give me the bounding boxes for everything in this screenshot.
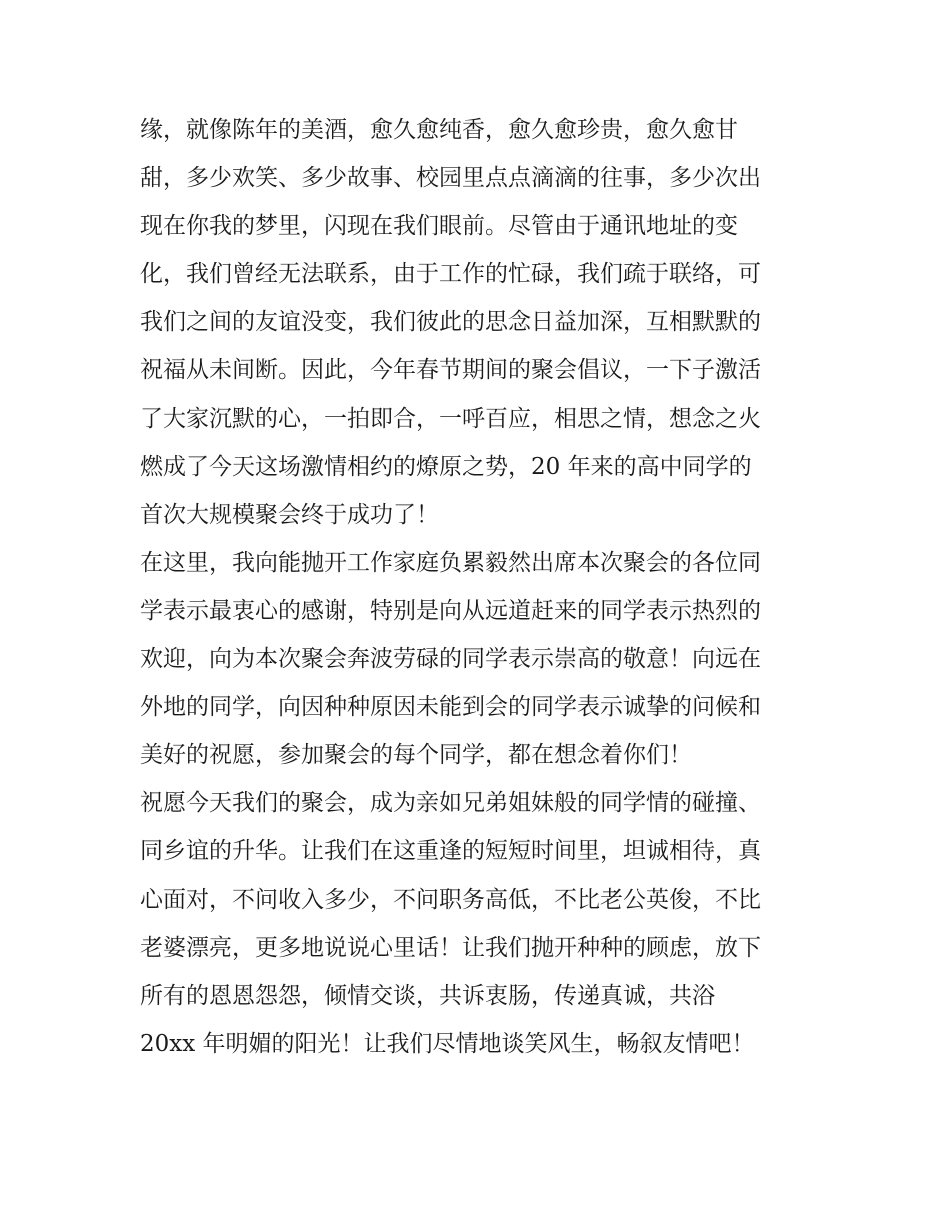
text-line-19: 所有的恩恩怨怨，倾情交谈，共诉衷肠，传递真诚，共浴 bbox=[140, 982, 715, 1009]
text-line-10: 在这里，我向能抛开工作家庭负累毅然出席本次聚会的各位同 bbox=[140, 549, 761, 576]
text-line-16: 同乡谊的升华。让我们在这重逢的短短时间里，坦诚相待，真 bbox=[140, 838, 761, 865]
text-line-4: 化，我们曾经无法联系，由于工作的忙碌，我们疏于联络，可 bbox=[140, 261, 761, 288]
text-line-13: 外地的同学，向因种种原因未能到会的同学表示诚挚的问候和 bbox=[140, 694, 761, 721]
text-line-6: 祝福从未间断。因此，今年春节期间的聚会倡议，一下子激活 bbox=[140, 357, 761, 384]
text-line-14: 美好的祝愿，参加聚会的每个同学，都在想念着你们！ bbox=[140, 742, 692, 769]
text-line-8: 燃成了今天这场激情相约的燎原之势，20 年来的高中同学的 bbox=[140, 453, 752, 480]
text-line-15: 祝愿今天我们的聚会，成为亲如兄弟姐妹般的同学情的碰撞、 bbox=[140, 790, 761, 817]
text-line-11: 学表示最衷心的感谢，特别是向从远道赶来的同学表示热烈的 bbox=[140, 597, 761, 624]
text-line-20: 20xx 年明媚的阳光！让我们尽情地谈笑风生，畅叙友情吧！ bbox=[140, 1030, 755, 1057]
text-line-1: 缘，就像陈年的美酒，愈久愈纯香，愈久愈珍贵，愈久愈甘 bbox=[140, 117, 738, 143]
text-line-5: 我们之间的友谊没变，我们彼此的思念日益加深，互相默默的 bbox=[140, 309, 761, 336]
text-line-2: 甜，多少欢笑、多少故事、校园里点点滴滴的往事，多少次出 bbox=[140, 165, 761, 192]
text-line-18: 老婆漂亮，更多地说说心里话！让我们抛开种种的顾虑，放下 bbox=[140, 934, 761, 961]
document-body bbox=[140, 106, 820, 1068]
text-line-7: 了大家沉默的心，一拍即合，一呼百应，相思之情，想念之火 bbox=[140, 405, 761, 432]
text-line-3: 现在你我的梦里，闪现在我们眼前。尽管由于通讯地址的变 bbox=[140, 213, 738, 240]
text-line-12: 欢迎，向为本次聚会奔波劳碌的同学表示崇高的敬意！向远在 bbox=[140, 646, 761, 673]
text-line-17: 心面对，不问收入多少，不问职务高低，不比老公英俊，不比 bbox=[140, 886, 761, 913]
text-line-9: 首次大规模聚会终于成功了！ bbox=[140, 501, 439, 528]
